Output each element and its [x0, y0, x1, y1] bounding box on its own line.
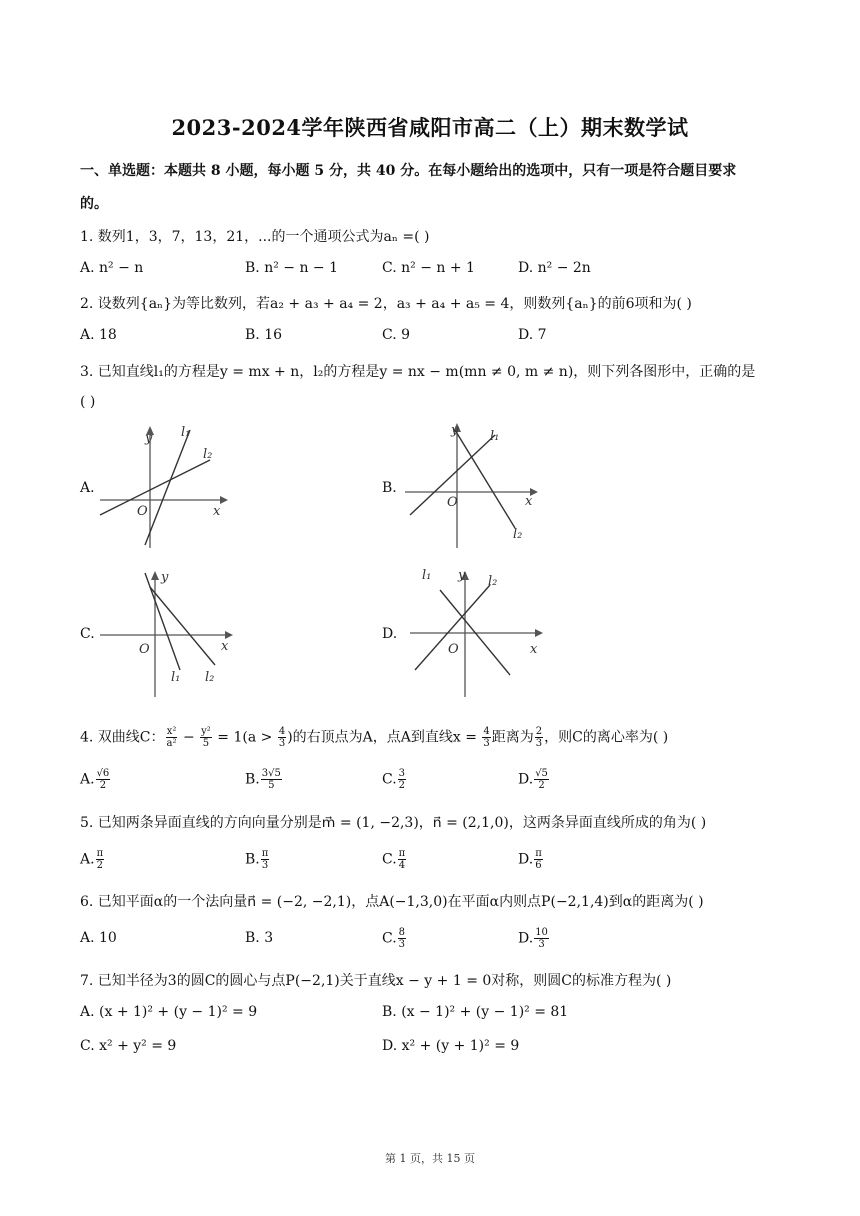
svg-text:x: x — [525, 494, 533, 509]
svg-text:l₂: l₂ — [205, 670, 215, 685]
svg-text:l₁: l₁ — [490, 429, 500, 444]
svg-text:l₂: l₂ — [203, 447, 213, 462]
svg-text:l₂: l₂ — [488, 574, 498, 589]
q1-option-d: D. n² − 2n — [518, 260, 591, 276]
question-4-stem: 4. 双曲线C： $\frac{\text{x²}}{\text{a²}}$ − $\frac{\text{y²}}{5}$ = 1(a > $\frac{4}{3}$ )的右顶点为A，点A到直线x = $\frac{4}{3}$ 距离为 $\frac{2}{3}$ ，则C的离心率为( ) — [80, 726, 669, 749]
svg-text:y: y — [161, 570, 169, 585]
question-3-stem: 3. 已知直线l₁的方程是y = mx + n，l₂的方程是y = nx − m(mn ≠ 0, m ≠ n)，则下列各图形中，正确的是 — [80, 364, 756, 380]
section-heading: 一、单选题：本题共 8 小题，每小题 5 分，共 40 分。在每小题给出的选项中，只有一项是符合题目要求 — [80, 163, 737, 179]
svg-text:l₁: l₁ — [171, 670, 181, 685]
q2-option-b: B. 16 — [245, 327, 283, 343]
svg-text:O: O — [137, 504, 148, 519]
q6-option-b: B. 3 — [245, 930, 274, 946]
q2-option-a: A. 18 — [80, 327, 117, 343]
svg-text:y: y — [458, 568, 466, 583]
q6-option-a: A. 10 — [80, 930, 117, 946]
q4-option-b: B. $\frac{3√5}{5}$ — [245, 768, 281, 791]
svg-text:y: y — [145, 431, 153, 446]
q3-graph-a — [95, 420, 235, 550]
q7-option-a: A. (x + 1)² + (y − 1)² = 9 — [80, 1004, 258, 1020]
q2-option-c: C. 9 — [382, 327, 411, 343]
svg-text:y: y — [451, 423, 459, 438]
q7-option-d: D. x² + (y + 1)² = 9 — [382, 1038, 520, 1054]
q3-graph-d — [400, 565, 550, 700]
question-3-stem-cont: ( ) — [80, 394, 96, 410]
page-footer: 第 1 页，共 15 页 — [385, 1152, 475, 1165]
svg-text:x: x — [530, 642, 538, 657]
q1-option-c: C. n² − n + 1 — [382, 260, 475, 276]
svg-text:O: O — [447, 495, 458, 510]
q5-option-c: C. $\frac{\pi}{4}$ — [382, 848, 406, 871]
q3-graph-c — [95, 565, 240, 700]
q7-option-c: C. x² + y² = 9 — [80, 1038, 177, 1054]
svg-text:l₁: l₁ — [181, 425, 191, 440]
svg-text:l₁: l₁ — [422, 568, 432, 583]
q4-option-c: C. $\frac{3}{2}$ — [382, 768, 406, 791]
q4-option-a: A. $\frac{√6}{2}$ — [80, 768, 110, 791]
q4-option-d: D. $\frac{√5}{2}$ — [518, 768, 548, 791]
q1-option-a: A. n² − n — [80, 260, 144, 276]
question-6-stem: 6. 已知平面α的一个法向量n⃗ = (−2, −2,1)，点A(−1,3,0)在平面α内则点P(−2,1,4)到α的距离为( ) — [80, 894, 704, 910]
q7-option-b: B. (x − 1)² + (y − 1)² = 81 — [382, 1004, 569, 1020]
q3-graph-b — [395, 420, 545, 550]
question-2-stem: 2. 设数列{aₙ}为等比数列，若a₂ + a₃ + a₄ = 2，a₃ + a₄ + a₅ = 4，则数列{aₙ}的前6项和为( ) — [80, 296, 692, 312]
q3-option-a-label: A. — [80, 480, 95, 496]
page-title: 2023-2024学年陕西省咸阳市高二（上）期末数学试 — [171, 115, 689, 140]
q6-option-c: C. $\frac{8}{3}$ — [382, 927, 406, 950]
svg-text:O: O — [448, 642, 459, 657]
svg-text:l₂: l₂ — [513, 527, 523, 542]
q5-option-d: D. $\frac{\pi}{6}$ — [518, 848, 542, 871]
section-heading-cont: 的。 — [80, 196, 108, 212]
q3-option-c-label: C. — [80, 626, 95, 642]
svg-text:O: O — [139, 642, 150, 657]
q1-option-b: B. n² − n − 1 — [245, 260, 339, 276]
q2-option-d: D. 7 — [518, 327, 547, 343]
question-1-stem: 1. 数列1，3，7，13，21，...的一个通项公式为aₙ =( ) — [80, 229, 430, 245]
q3-option-b-label: B. — [382, 480, 397, 496]
q6-option-d: D. $\frac{10}{3}$ — [518, 927, 548, 950]
svg-text:x: x — [221, 639, 229, 654]
q5-option-b: B. $\frac{\pi}{3}$ — [245, 848, 269, 871]
question-7-stem: 7. 已知半径为3的圆C的圆心与点P(−2,1)关于直线x − y + 1 = 0对称，则圆C的标准方程为( ) — [80, 973, 672, 989]
q5-option-a: A. $\frac{\pi}{2}$ — [80, 848, 104, 871]
svg-text:x: x — [213, 504, 221, 519]
q3-option-d-label: D. — [382, 626, 398, 642]
question-5-stem: 5. 已知两条异面直线的方向向量分别是m⃗ = (1, −2,3)，n⃗ = (2,1,0)，这两条异面直线所成的角为( ) — [80, 815, 707, 831]
